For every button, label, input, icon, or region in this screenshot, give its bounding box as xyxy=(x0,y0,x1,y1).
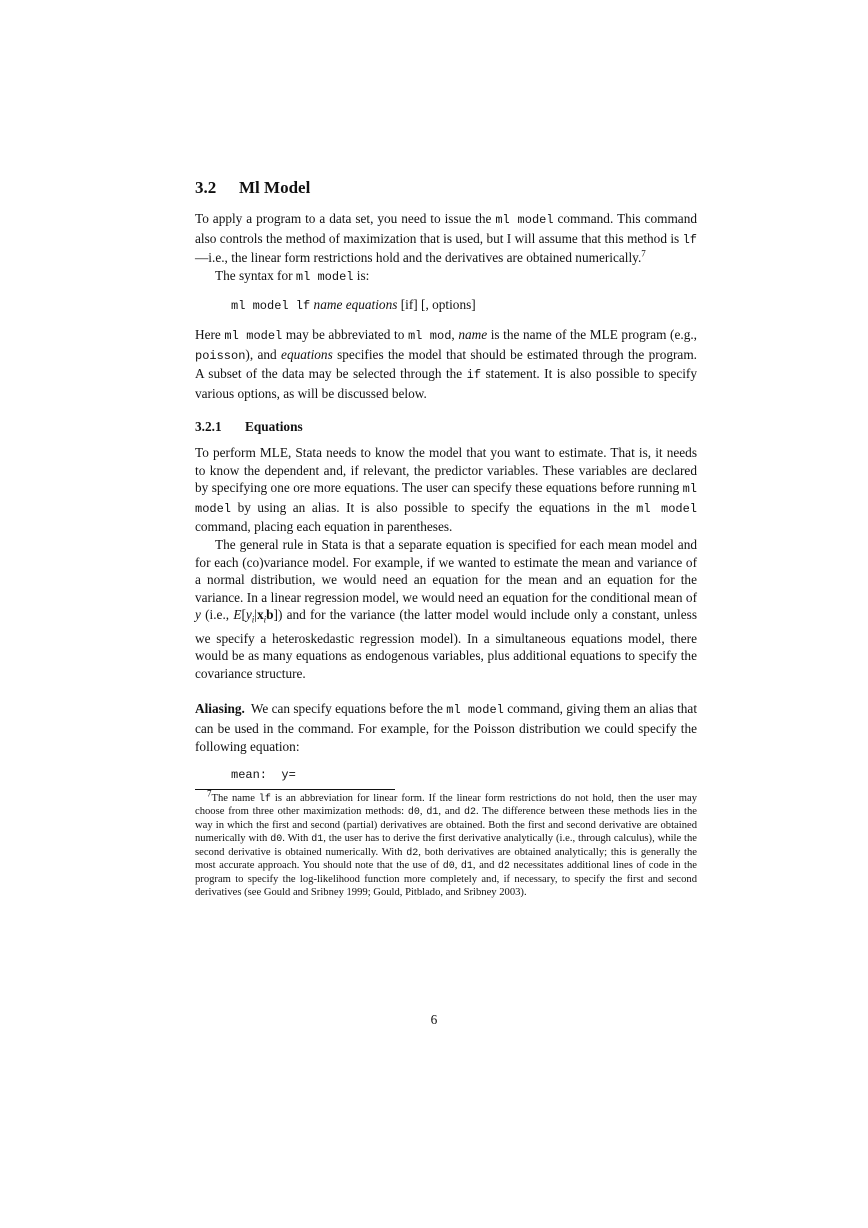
code-ml-model: ml model xyxy=(495,213,554,227)
section-number: 3.2 xyxy=(195,178,217,197)
footnote-7: $^7$The name lf is an abbreviation for linear form. If the linear form restrictions do not hold, then the user may choose from three other maximization methods: d0, d1, and d2. The difference between these methods lies in the way in which the first and second (partial) derivatives are obtained. Both the first and second derivative are obtained numerically with d0. With d1, the user has to derive the first derivative analytically (i.e., through calculus), while the second derivative is obtained numerically. With d2, both derivatives are obtained analytically; this is generally the most accurate approach. You should note that the use of d0, d1, and d2 necessitates additional lines of code in the program to specify the log-likelihood function more completely and, if necessary, to specify the first and second derivatives (see Gould and Sribney 1999; Gould, Pitblado, and Sribney 2003). xyxy=(195,788,698,898)
page-number: 6 xyxy=(430,1012,438,1027)
paragraph-3: Here ml model may be abbreviated to ml mod, name is the name of the MLE program (e.g., poisson), and equations specifies the model that should be estimated through the program. A subset of the data may be selected through the if statement. It is also possible to specify various options, as will be discussed below. xyxy=(195,326,697,401)
paragraph-1: To apply a program to a data set, you need to issue the ml model command. This command also controls the method of maximization that is used, but I will assume that this method is lf—i.e., the linear form restrictions hold and the derivatives are obtained numerically.$^7$ xyxy=(195,211,697,266)
page-body xyxy=(195,176,697,899)
footnote-ref: 7 xyxy=(641,248,646,259)
runin-heading: Aliasing. xyxy=(195,701,245,717)
math-conditional-mean: $E[y_i|x_ib]$ xyxy=(233,607,278,625)
footnote-rule xyxy=(195,789,395,790)
section-title: Ml Model xyxy=(239,178,311,197)
subsection-heading: 3.2.1 Equations xyxy=(195,419,303,435)
code-lf: lf xyxy=(682,232,697,247)
paragraph-2: The syntax for ml model is: xyxy=(215,267,370,284)
section-heading xyxy=(195,176,697,200)
paragraph-6: Aliasing. We can specify equations before the ml model command, giving them an alias that can be used in the command. For example, for the Poisson distribution we could specify the following equation: xyxy=(195,701,698,754)
syntax-line: ml model lf name equations [if] [, options] xyxy=(231,297,476,314)
paragraph-4: To perform MLE, Stata needs to know the model that you want to estimate. That is, it needs to know the dependent and, if relevant, the predictor variables. These variables are declared by specifying one ore more equations. The user can specify these equations before running ml model by using an alias. It is also possible to specify the equations in the ml model command, placing each equation in parentheses. xyxy=(195,444,698,535)
paragraph-5: The general rule in Stata is that a separate equation is specified for each mean model and for each (co)variance model. For example, if we wanted to estimate the mean and variance of a normal distribution, we would need an equation for the mean and an equation for the variance. In a linear regression model, we would need an equation for the conditional mean of y (i.e., $E[y_i|x_ib]$) and for the variance (the latter model would include only a constant, unless we specify a heteroskedastic regression model). In a simultaneous equations model, there would be as many equations as endogenous variables, plus additional equations to specify the covariance structure. xyxy=(195,536,697,681)
code-example: mean: y= xyxy=(231,768,296,783)
